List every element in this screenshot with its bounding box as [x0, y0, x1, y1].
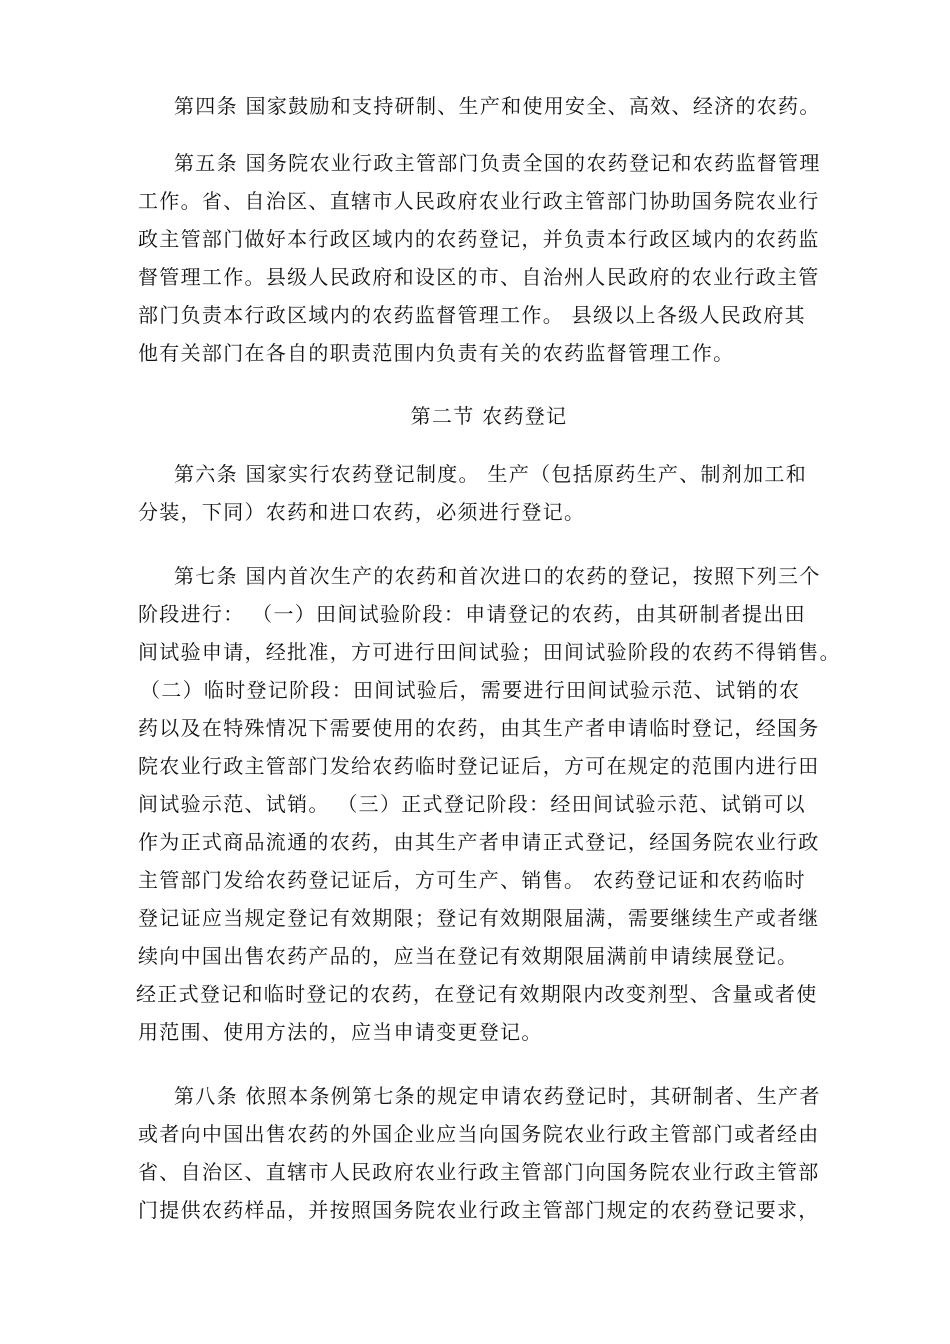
article-7-line-7: 间试验示范、试销。 （三）正式登记阶段：经田间试验示范、试销可以 [138, 792, 806, 816]
article-8-line-4: 门提供农药样品，并按照国务院农业行政主管部门规定的农药登记要求， [138, 1198, 820, 1222]
article-6-line-2: 分装，下同）农药和进口农药，必须进行登记。 [138, 500, 586, 524]
article-5-line-5: 部门负责本行政区域内的农药监督管理工作。 县级以上各级人民政府其 [138, 303, 806, 327]
article-7-line-11: 续向中国出售农药产品的，应当在登记有效期限届满前申请续展登记。 [138, 944, 799, 968]
article-5-line-2: 工作。省、自治区、直辖市人民政府农业行政主管部门协助国务院农业行 [138, 189, 820, 213]
article-7-line-6: 院农业行政主管部门发给农药临时登记证后，方可在规定的范围内进行田 [138, 754, 820, 778]
article-5-line-3: 政主管部门做好本行政区域内的农药登记，并负责本行政区域内的农药监 [138, 227, 820, 251]
article-8-line-1: 第八条 依照本条例第七条的规定申请农药登记时，其研制者、生产者 [174, 1084, 821, 1108]
article-8-line-2: 或者向中国出售农药的外国企业应当向国务院农业行政主管部门或者经由 [138, 1122, 820, 1146]
article-7-line-5: 药以及在特殊情况下需要使用的农药，由其生产者申请临时登记，经国务 [138, 716, 820, 740]
article-7-line-12: 经正式登记和临时登记的农药，在登记有效期限内改变剂型、含量或者使 [136, 982, 818, 1006]
article-7-line-13: 用范围、使用方法的，应当申请变更登记。 [138, 1020, 543, 1044]
article-7-line-4: （二）临时登记阶段：田间试验后，需要进行田间试验示范、试销的农 [140, 678, 801, 702]
article-7-line-3: 间试验申请，经批准，方可进行田间试验；田间试验阶段的农药不得销售。 [138, 640, 841, 664]
article-5-line-1: 第五条 国务院农业行政主管部门负责全国的农药登记和农药监督管理 [174, 151, 821, 175]
article-7-line-9: 主管部门发给农药登记证后，方可生产、销售。 农药登记证和农药临时 [138, 868, 806, 892]
section-heading: 第二节 农药登记 [410, 404, 568, 428]
article-4-line-1: 第四条 国家鼓励和支持研制、生产和使用安全、高效、经济的农药。 [174, 94, 821, 118]
article-5-line-4: 督管理工作。县级人民政府和设区的市、自治州人民政府的农业行政主管 [138, 265, 820, 289]
article-7-line-8: 作为正式商品流通的农药，由其生产者申请正式登记，经国务院农业行政 [138, 830, 820, 854]
article-7-line-2: 阶段进行： （一）田间试验阶段：申请登记的农药，由其研制者提出田 [138, 602, 806, 626]
article-8-line-3: 省、自治区、直辖市人民政府农业行政主管部门向国务院农业行政主管部 [138, 1160, 820, 1184]
article-5-line-6: 他有关部门在各自的职责范围内负责有关的农药监督管理工作。 [138, 341, 735, 365]
article-6-line-1: 第六条 国家实行农药登记制度。 生产（包括原药生产、制剂加工和 [174, 462, 808, 486]
article-7-line-10: 登记证应当规定登记有效期限；登记有效期限届满，需要继续生产或者继 [138, 906, 820, 930]
article-7-line-1: 第七条 国内首次生产的农药和首次进口的农药的登记，按照下列三个 [174, 564, 821, 588]
